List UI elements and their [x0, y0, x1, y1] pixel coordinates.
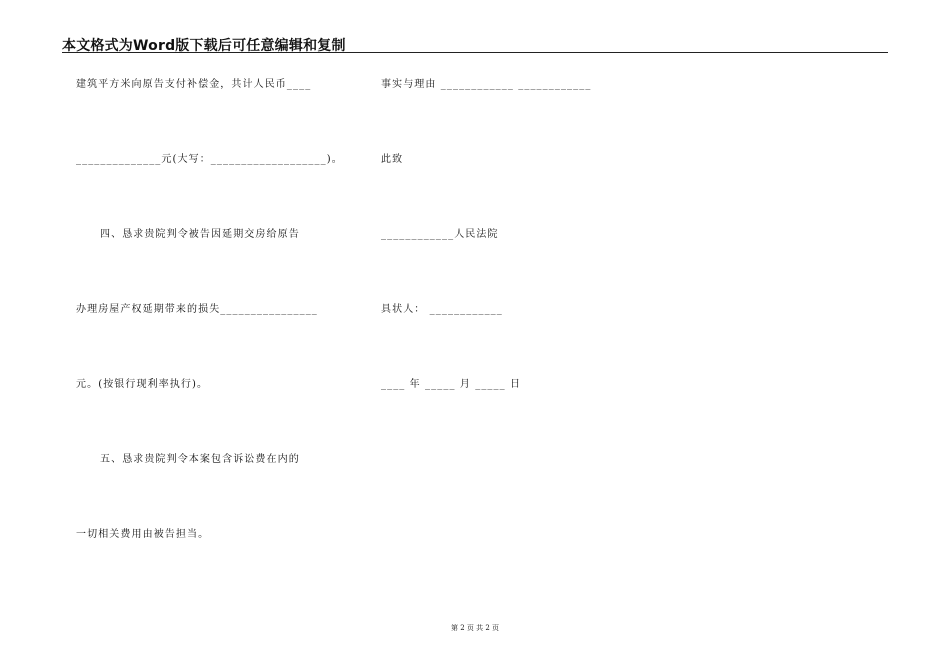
- header-divider: [62, 52, 888, 53]
- left-line-2: ______________元(大写：___________________)。: [76, 154, 343, 165]
- left-line-4: 办理房屋产权延期带来的损失________________: [76, 304, 318, 315]
- right-line-1: 事实与理由 ____________ ____________: [381, 79, 592, 90]
- left-line-1: 建筑平方米向原告支付补偿金，共计人民币____: [76, 79, 312, 90]
- left-line-3: 四、恳求贵院判令被告因延期交房给原告: [100, 229, 300, 240]
- right-line-2: 此致: [381, 154, 404, 165]
- right-line-3: ____________人民法院: [381, 229, 499, 240]
- document-header-title: 本文格式为Word版下载后可任意编辑和复制: [62, 38, 346, 54]
- right-line-4: 具状人： ____________: [381, 304, 503, 315]
- right-line-5: ____ 年 _____ 月 _____ 日: [381, 379, 522, 390]
- left-line-7: 一切相关费用由被告担当。: [76, 529, 210, 540]
- left-line-6: 五、恳求贵院判令本案包含诉讼费在内的: [100, 454, 300, 465]
- page-number-footer: 第 2 页 共 2 页: [450, 624, 500, 632]
- left-line-5: 元。(按银行现利率执行)。: [76, 379, 209, 390]
